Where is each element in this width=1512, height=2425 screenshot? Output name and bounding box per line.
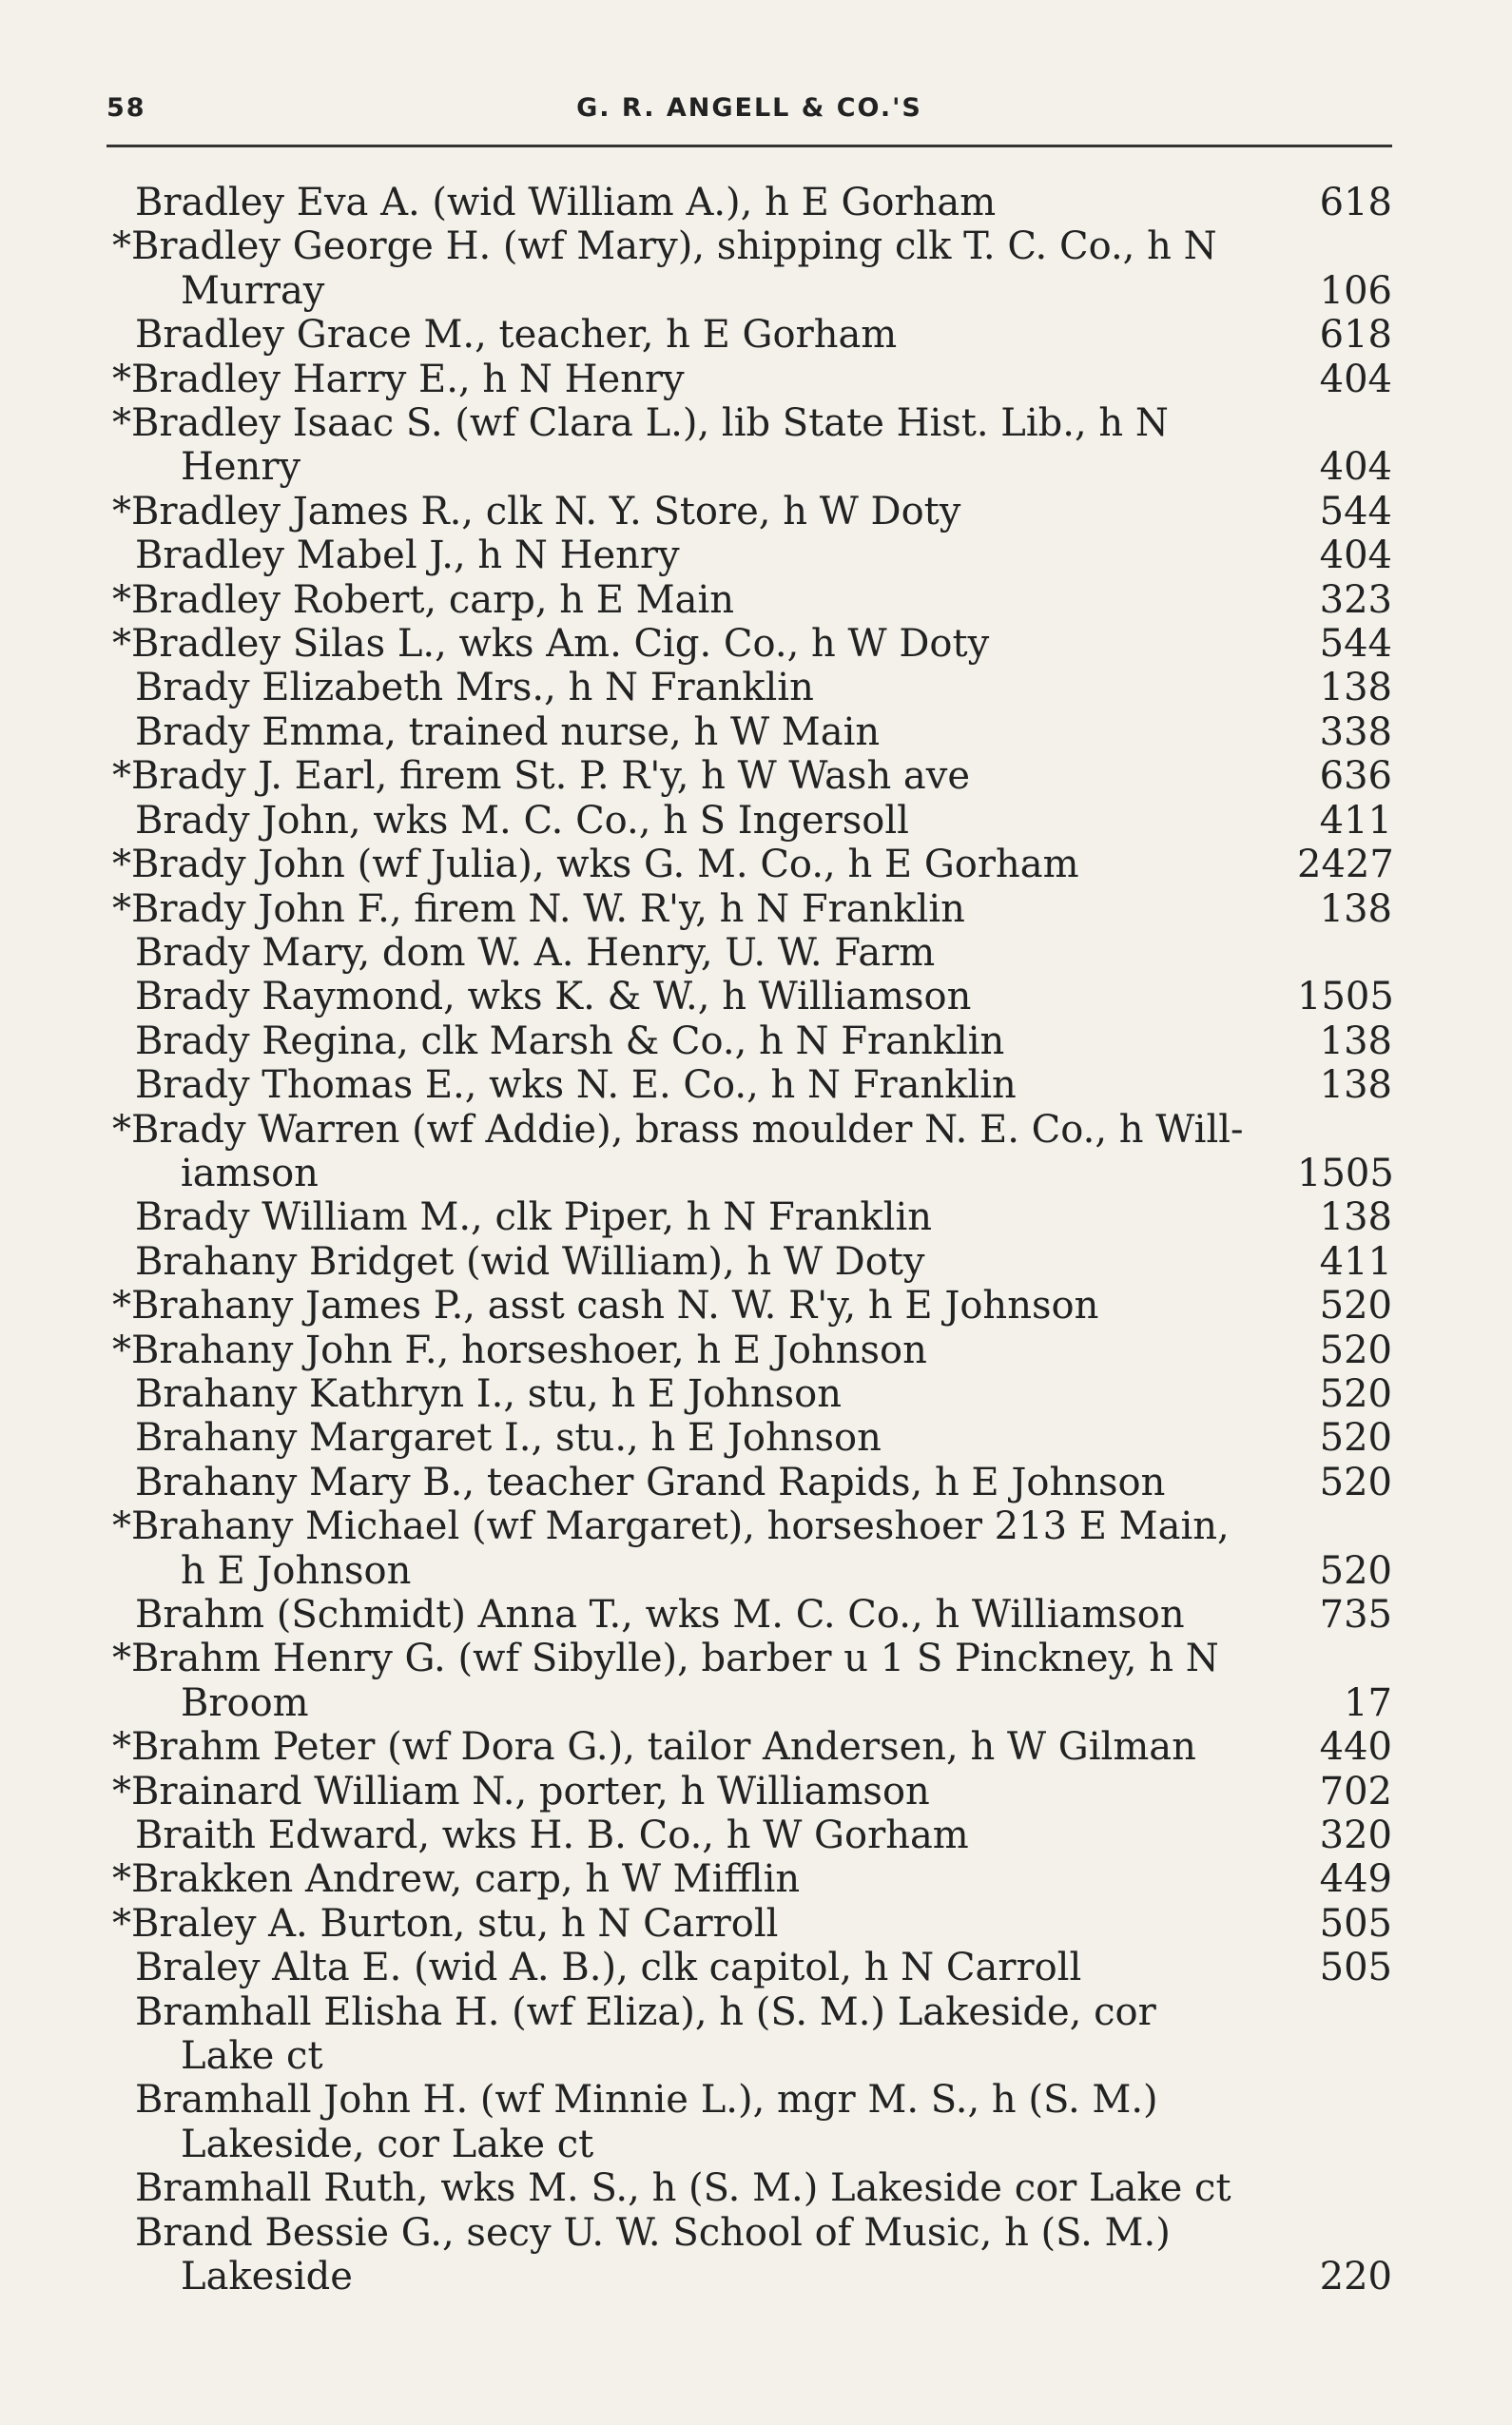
entry-name-line: Brahany Kathryn I., stu, h E Johnson xyxy=(135,1371,842,1416)
house-number: 106 xyxy=(1319,268,1392,313)
directory-entry xyxy=(112,1019,1392,1063)
entry-name-line: *Bradley Isaac S. (wf Clara L.), lib State Hist. Lib., h N xyxy=(112,401,1169,446)
house-number: 636 xyxy=(1319,754,1392,799)
directory-entry xyxy=(112,1990,1392,2079)
entry-name-line: Bramhall John H. (wf Minnie L.), mgr M. S., h (S. M.) xyxy=(135,2078,1158,2123)
entry-name-line: Brand Bessie G., secy U. W. School of Music, h (S. M.) xyxy=(135,2210,1171,2255)
house-number: 138 xyxy=(1319,886,1392,931)
entry-name-line: *Brahm Henry G. (wf Sibylle), barber u 1 S Pinckney, h N xyxy=(112,1637,1219,1681)
directory-entry xyxy=(112,534,1392,577)
entry-name-line: *Brady John F., firem N. W. R'y, h N Franklin xyxy=(112,886,965,931)
entry-name-line: Bradley Eva A. (wid William A.), h E Gorham xyxy=(135,181,997,224)
directory-entry xyxy=(112,1504,1392,1593)
house-number: 735 xyxy=(1319,1593,1392,1637)
entry-name-line: *Bradley Harry E., h N Henry xyxy=(112,357,685,401)
house-number: 138 xyxy=(1319,1063,1392,1108)
directory-entry xyxy=(112,1593,1392,1637)
directory-entry xyxy=(112,931,1392,975)
directory-entry xyxy=(112,1372,1392,1416)
house-number: 411 xyxy=(1319,1239,1392,1284)
entry-continuation-line: iamson xyxy=(181,1151,319,1195)
directory-entry xyxy=(112,1461,1392,1504)
entry-name-line: Bramhall Elisha H. (wf Eliza), h (S. M.) Lakeside, cor xyxy=(135,1989,1156,2034)
directory-entry xyxy=(112,1063,1392,1107)
entry-name-line: Bradley Mabel J., h N Henry xyxy=(135,534,680,578)
directory-entries xyxy=(112,181,1392,2299)
entry-name-line: Brady Regina, clk Marsh & Co., h N Franklin xyxy=(135,1018,1005,1063)
house-number: 505 xyxy=(1319,1901,1392,1946)
directory-entry xyxy=(112,224,1392,313)
page-header xyxy=(107,93,1392,135)
directory-entry xyxy=(112,799,1392,843)
entry-name-line: Brady Thomas E., wks N. E. Co., h N Franklin xyxy=(135,1063,1017,1108)
entry-name-line: Brady Elizabeth Mrs., h N Franklin xyxy=(135,666,814,710)
entry-name-line: Brady William M., clk Piper, h N Franklin xyxy=(135,1195,933,1240)
house-number: 702 xyxy=(1319,1769,1392,1814)
entry-continuation-line: Lake ct xyxy=(181,2034,323,2079)
directory-entry xyxy=(112,1637,1392,1725)
directory-entry xyxy=(112,1857,1392,1901)
page-number: 58 xyxy=(107,93,146,123)
house-number: 404 xyxy=(1319,445,1392,490)
directory-entry xyxy=(112,1108,1392,1196)
directory-entry xyxy=(112,578,1392,622)
directory-entry xyxy=(112,2078,1392,2166)
entry-name-line: *Brahany James P., asst cash N. W. R'y, h E Johnson xyxy=(112,1284,1099,1329)
house-number: 449 xyxy=(1319,1857,1392,1902)
entry-name-line: *Bradley Silas L., wks Am. Cig. Co., h W Doty xyxy=(112,622,990,667)
directory-entry xyxy=(112,1814,1392,1857)
house-number: 138 xyxy=(1319,1195,1392,1240)
directory-entry xyxy=(112,1902,1392,1946)
house-number: 338 xyxy=(1319,709,1392,754)
directory-entry xyxy=(112,2211,1392,2299)
directory-entry xyxy=(112,754,1392,798)
entry-continuation-line: Lakeside xyxy=(181,2255,353,2299)
house-number: 2427 xyxy=(1297,843,1394,887)
house-number: 138 xyxy=(1319,1018,1392,1063)
directory-entry xyxy=(112,666,1392,709)
house-number: 440 xyxy=(1319,1725,1392,1770)
entry-name-line: *Brahm Peter (wf Dora G.), tailor Andersen, h W Gilman xyxy=(112,1725,1196,1770)
house-number: 17 xyxy=(1344,1680,1392,1725)
header-rule xyxy=(107,145,1392,147)
directory-entry xyxy=(112,313,1392,357)
directory-entry xyxy=(112,710,1392,754)
entry-name-line: Bradley Grace M., teacher, h E Gorham xyxy=(135,313,898,358)
directory-entry xyxy=(112,1416,1392,1460)
entry-name-line: Braith Edward, wks H. B. Co., h W Gorham xyxy=(135,1814,969,1858)
directory-entry xyxy=(112,1195,1392,1239)
directory-entry xyxy=(112,358,1392,401)
entry-name-line: *Bradley James R., clk N. Y. Store, h W Doty xyxy=(112,489,961,534)
entry-name-line: Brady Mary, dom W. A. Henry, U. W. Farm xyxy=(135,930,936,975)
directory-entry xyxy=(112,490,1392,534)
running-head: G. R. ANGELL & CO.'S xyxy=(576,93,922,123)
directory-entry xyxy=(112,1240,1392,1284)
house-number: 404 xyxy=(1319,357,1392,401)
entry-name-line: Brahany Margaret I., stu., h E Johnson xyxy=(135,1416,882,1461)
directory-entry xyxy=(112,1284,1392,1328)
entry-name-line: Brahany Mary B., teacher Grand Rapids, h E Johnson xyxy=(135,1460,1166,1504)
house-number: 411 xyxy=(1319,798,1392,843)
entry-name-line: *Brady Warren (wf Addie), brass moulder N. E. Co., h Will- xyxy=(112,1107,1244,1152)
entry-name-line: *Brahany Michael (wf Margaret), horseshoer 213 E Main, xyxy=(112,1504,1230,1549)
entry-name-line: *Brady John (wf Julia), wks G. M. Co., h E Gorham xyxy=(112,843,1079,887)
entry-continuation-line: Murray xyxy=(181,268,325,313)
house-number: 520 xyxy=(1319,1371,1392,1416)
house-number: 320 xyxy=(1319,1814,1392,1858)
house-number: 520 xyxy=(1319,1548,1392,1593)
house-number: 618 xyxy=(1319,313,1392,358)
house-number: 520 xyxy=(1319,1416,1392,1461)
house-number: 618 xyxy=(1319,181,1392,224)
entry-name-line: *Bradley Robert, carp, h E Main xyxy=(112,577,735,622)
house-number: 1505 xyxy=(1297,975,1394,1019)
house-number: 138 xyxy=(1319,666,1392,710)
entry-name-line: Brady Raymond, wks K. & W., h Williamson xyxy=(135,975,972,1019)
directory-entry xyxy=(112,401,1392,490)
entry-name-line: Brahany Bridget (wid William), h W Doty xyxy=(135,1239,925,1284)
directory-entry xyxy=(112,887,1392,931)
entry-name-line: Bramhall Ruth, wks M. S., h (S. M.) Lakeside cor Lake ct xyxy=(135,2166,1231,2211)
directory-entry xyxy=(112,1725,1392,1769)
directory-entry xyxy=(112,975,1392,1018)
entry-name-line: Brahm (Schmidt) Anna T., wks M. C. Co., h Williamson xyxy=(135,1593,1185,1637)
entry-name-line: Brady Emma, trained nurse, h W Main xyxy=(135,709,881,754)
entry-name-line: *Brady J. Earl, firem St. P. R'y, h W Wash ave xyxy=(112,754,971,799)
house-number: 544 xyxy=(1319,622,1392,667)
house-number: 544 xyxy=(1319,489,1392,534)
entry-name-line: *Brahany John F., horseshoer, h E Johnson xyxy=(112,1328,927,1372)
entry-continuation-line: Henry xyxy=(181,445,301,490)
directory-entry xyxy=(112,1770,1392,1814)
entry-name-line: Braley Alta E. (wid A. B.), clk capitol, h N Carroll xyxy=(135,1946,1082,1990)
entry-name-line: *Brakken Andrew, carp, h W Mifflin xyxy=(112,1857,801,1902)
house-number: 520 xyxy=(1319,1460,1392,1504)
entry-name-line: *Brainard William N., porter, h Williamson xyxy=(112,1769,930,1814)
entry-name-line: Brady John, wks M. C. Co., h S Ingersoll xyxy=(135,798,909,843)
house-number: 1505 xyxy=(1297,1151,1394,1195)
house-number: 220 xyxy=(1319,2255,1392,2299)
directory-entry xyxy=(112,843,1392,886)
house-number: 404 xyxy=(1319,534,1392,578)
house-number: 505 xyxy=(1319,1946,1392,1990)
entry-name-line: *Bradley George H. (wf Mary), shipping clk T. C. Co., h N xyxy=(112,224,1217,269)
directory-entry xyxy=(112,1946,1392,1989)
entry-continuation-line: h E Johnson xyxy=(181,1548,412,1593)
house-number: 323 xyxy=(1319,577,1392,622)
directory-entry xyxy=(112,1329,1392,1372)
house-number: 520 xyxy=(1319,1328,1392,1372)
entry-name-line: *Braley A. Burton, stu, h N Carroll xyxy=(112,1901,779,1946)
entry-continuation-line: Broom xyxy=(181,1680,309,1725)
directory-entry xyxy=(112,622,1392,666)
house-number: 520 xyxy=(1319,1284,1392,1329)
directory-entry xyxy=(112,2166,1392,2210)
entry-continuation-line: Lakeside, cor Lake ct xyxy=(181,2122,594,2166)
directory-entry xyxy=(112,181,1392,224)
